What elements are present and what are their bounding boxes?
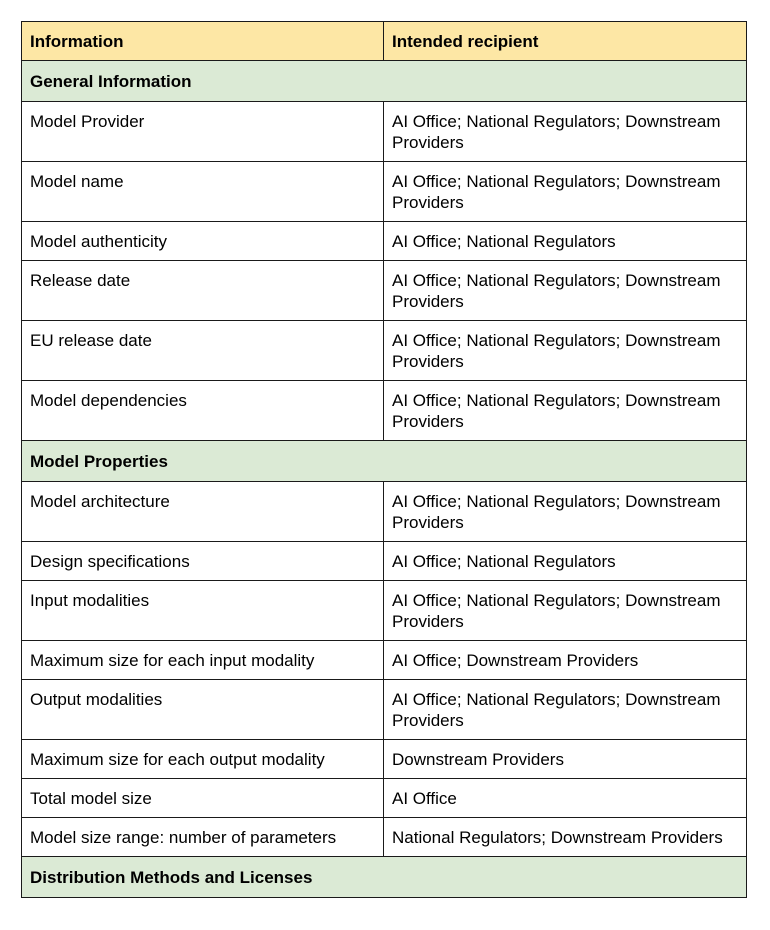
recipient-cell: AI Office; Downstream Providers <box>384 641 747 680</box>
recipient-column-header: Intended recipient <box>384 22 747 61</box>
table-row <box>22 818 747 857</box>
recipient-cell: AI Office; National Regulators <box>384 542 747 581</box>
recipient-cell: National Regulators; Downstream Providers <box>384 818 747 857</box>
recipient-cell: AI Office <box>384 779 747 818</box>
information-cell: Maximum size for each output modality <box>22 740 384 779</box>
section-row-distribution-methods <box>22 857 747 898</box>
information-cell: Design specifications <box>22 542 384 581</box>
recipient-cell: AI Office; National Regulators <box>384 222 747 261</box>
table-row <box>22 222 747 261</box>
table-row <box>22 641 747 680</box>
information-cell: Total model size <box>22 779 384 818</box>
table-row <box>22 381 747 441</box>
information-cell: Model name <box>22 162 384 222</box>
information-cell: Maximum size for each input modality <box>22 641 384 680</box>
recipient-cell: AI Office; National Regulators; Downstream Providers <box>384 581 747 641</box>
table-row <box>22 261 747 321</box>
table-row <box>22 162 747 222</box>
section-title: Distribution Methods and Licenses <box>22 857 747 898</box>
information-cell: Output modalities <box>22 680 384 740</box>
table-row <box>22 482 747 542</box>
section-title: Model Properties <box>22 441 747 482</box>
section-row-general-information <box>22 61 747 102</box>
table-row <box>22 581 747 641</box>
information-cell: Model authenticity <box>22 222 384 261</box>
table-row <box>22 740 747 779</box>
information-cell: Model dependencies <box>22 381 384 441</box>
recipient-cell: Downstream Providers <box>384 740 747 779</box>
document-table-container <box>21 21 747 898</box>
information-column-header: Information <box>22 22 384 61</box>
table-row <box>22 321 747 381</box>
information-cell: Model size range: number of parameters <box>22 818 384 857</box>
recipient-cell: AI Office; National Regulators; Downstream Providers <box>384 102 747 162</box>
recipient-cell: AI Office; National Regulators; Downstream Providers <box>384 321 747 381</box>
recipient-cell: AI Office; National Regulators; Downstream Providers <box>384 261 747 321</box>
table-row <box>22 102 747 162</box>
table-row <box>22 779 747 818</box>
recipient-cell: AI Office; National Regulators; Downstream Providers <box>384 482 747 542</box>
information-cell: EU release date <box>22 321 384 381</box>
section-title: General Information <box>22 61 747 102</box>
recipient-cell: AI Office; National Regulators; Downstream Providers <box>384 162 747 222</box>
table-row <box>22 542 747 581</box>
information-cell: Input modalities <box>22 581 384 641</box>
section-row-model-properties <box>22 441 747 482</box>
recipient-cell: AI Office; National Regulators; Downstream Providers <box>384 680 747 740</box>
information-cell: Model Provider <box>22 102 384 162</box>
recipient-cell: AI Office; National Regulators; Downstream Providers <box>384 381 747 441</box>
information-recipient-table <box>21 21 747 898</box>
table-row <box>22 680 747 740</box>
information-cell: Model architecture <box>22 482 384 542</box>
table-header-row <box>22 22 747 61</box>
information-cell: Release date <box>22 261 384 321</box>
